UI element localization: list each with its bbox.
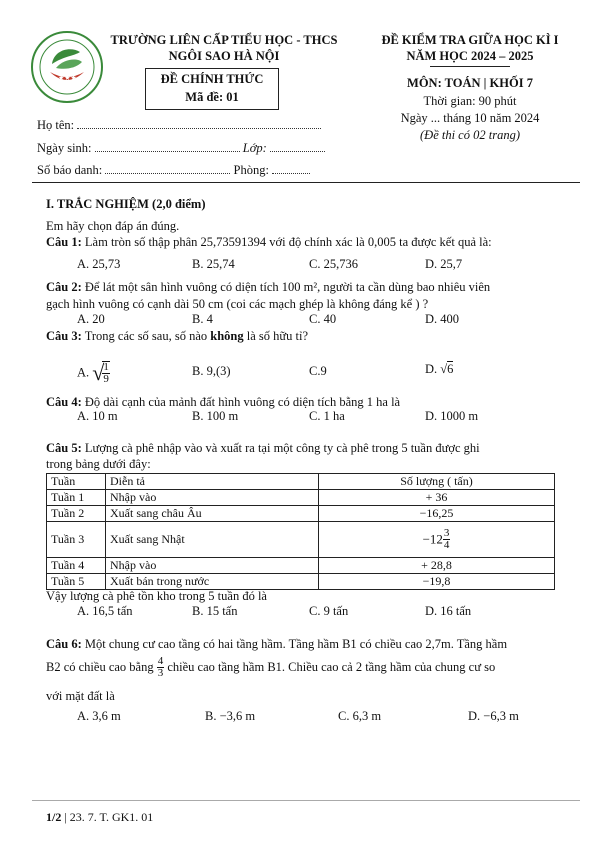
school-name-line1: TRƯỜNG LIÊN CẤP TIỂU HỌC - THCS bbox=[110, 33, 338, 47]
question-2 bbox=[46, 279, 586, 296]
instruction: Em hãy chọn đáp án đúng. bbox=[46, 219, 180, 233]
section-title: I. TRẮC NGHIỆM (2,0 điểm) bbox=[46, 197, 206, 211]
table-row bbox=[47, 490, 555, 506]
table-cell: Tuần 1 bbox=[47, 490, 106, 506]
school-logo bbox=[30, 30, 104, 104]
exam-title-line1: ĐỀ KIỂM TRA GIỮA HỌC KÌ I bbox=[381, 33, 559, 47]
q3-a-denominator: 9 bbox=[103, 373, 109, 385]
table-cell-mixed-number bbox=[319, 522, 555, 558]
q4-option-a[interactable]: A. 10 m bbox=[77, 409, 118, 423]
school-name-line2: NGÔI SAO HÀ NỘI bbox=[168, 49, 280, 63]
exam-code-footer: | 23. 7. T. GK1. 01 bbox=[61, 810, 154, 824]
question-3-label: Câu 3: bbox=[46, 329, 82, 343]
table-row bbox=[47, 558, 555, 574]
question-6-text-line2-post: chiều cao tầng hầm B1. Chiều cao cả 2 tầng hầm của chung cư so bbox=[167, 660, 496, 674]
q3-d-radicand: 6 bbox=[447, 362, 454, 376]
name-field[interactable] bbox=[37, 118, 321, 133]
q3-a-numerator: 1 bbox=[103, 361, 109, 373]
q2-option-d[interactable]: D. 400 bbox=[425, 312, 460, 326]
table-cell: Nhập vào bbox=[106, 558, 319, 574]
svg-text:★★★: ★★★ bbox=[58, 74, 77, 82]
pages-note: (Đề thi có 02 trang) bbox=[420, 128, 520, 142]
q4-option-b[interactable]: B. 100 m bbox=[192, 409, 239, 423]
q3-option-d[interactable] bbox=[425, 362, 453, 377]
question-6-text-line1: Một chung cư cao tầng có hai tầng hầm. Tầng hầm B1 có chiều cao 2,7m. Tầng hầm bbox=[84, 637, 508, 651]
q3-option-d-letter: D. bbox=[425, 362, 438, 376]
exam-code: Mã đề: 01 bbox=[185, 90, 239, 104]
header-divider bbox=[32, 182, 580, 183]
question-2-label: Câu 2: bbox=[46, 280, 82, 294]
sbd-field[interactable] bbox=[37, 163, 310, 178]
mixed-number-whole: −12 bbox=[422, 531, 443, 547]
q2-option-a[interactable]: A. 20 bbox=[77, 312, 105, 326]
room-blank[interactable] bbox=[272, 173, 310, 174]
footer bbox=[46, 810, 153, 825]
q5-option-a[interactable]: A. 16,5 tấn bbox=[77, 604, 133, 618]
question-6 bbox=[46, 636, 591, 653]
q6-option-c[interactable]: C. 6,3 m bbox=[338, 709, 382, 723]
question-6-text-line2-pre: B2 có chiều cao bằng bbox=[46, 660, 154, 674]
title-underline bbox=[430, 66, 510, 67]
mixed-number-denominator: 4 bbox=[443, 539, 450, 551]
q5-option-d[interactable]: D. 16 tấn bbox=[425, 604, 472, 618]
question-6-text-line3: với mặt đất là bbox=[46, 689, 115, 703]
table-cell: −19,8 bbox=[319, 574, 555, 590]
exam-date: Ngày ... tháng 10 năm 2024 bbox=[400, 111, 540, 125]
q4-option-d[interactable]: D. 1000 m bbox=[425, 409, 479, 423]
sqrt-symbol: √ bbox=[440, 362, 448, 376]
table-header-cell: Tuần bbox=[47, 474, 106, 490]
q1-option-c[interactable]: C. 25,736 bbox=[309, 257, 358, 271]
question-3 bbox=[46, 328, 586, 345]
mixed-number-numerator: 3 bbox=[443, 527, 450, 539]
question-1-text: Làm tròn số thập phân 25,73591394 với độ chính xác là 0,005 ta được kết quả là: bbox=[84, 235, 492, 249]
table-cell: Tuần 5 bbox=[47, 574, 106, 590]
q4-option-c[interactable]: C. 1 ha bbox=[309, 409, 345, 423]
table-cell: + 28,8 bbox=[319, 558, 555, 574]
q6-option-a[interactable]: A. 3,6 m bbox=[77, 709, 121, 723]
table-cell: Xuất sang Nhật bbox=[106, 522, 319, 558]
question-1-label: Câu 1: bbox=[46, 235, 82, 249]
question-2-text-line2: gạch hình vuông có cạnh dài 50 cm (coi các mạch ghép là không đáng kể ) ? bbox=[46, 297, 429, 311]
table-cell: Tuần 4 bbox=[47, 558, 106, 574]
q6-option-d[interactable]: D. −6,3 m bbox=[468, 709, 519, 723]
table-row bbox=[47, 522, 555, 558]
q3-option-a-letter: A. bbox=[77, 365, 90, 380]
table-row bbox=[47, 506, 555, 522]
question-5-text-line1: Lượng cà phê nhập vào và xuất ra tại một công ty cà phê trong 5 tuần được ghi bbox=[84, 441, 480, 455]
question-2-text-line1: Để lát một sân hình vuông có diện tích 100 m², người ta cần dùng bao nhiêu viên bbox=[84, 280, 491, 294]
table-cell: Nhập vào bbox=[106, 490, 319, 506]
name-label: Họ tên: bbox=[37, 118, 75, 132]
class-label: Lớp: bbox=[242, 141, 267, 155]
q2-option-c[interactable]: C. 40 bbox=[309, 312, 337, 326]
q3-a-fraction bbox=[102, 361, 110, 385]
dob-blank[interactable] bbox=[95, 151, 240, 152]
q5-option-b[interactable]: B. 15 tấn bbox=[192, 604, 238, 618]
exam-title-line2: NĂM HỌC 2024 – 2025 bbox=[406, 49, 534, 63]
room-label: Phòng: bbox=[233, 163, 269, 177]
table-cell: Tuần 2 bbox=[47, 506, 106, 522]
q6-numerator: 4 bbox=[157, 655, 164, 667]
question-5-label: Câu 5: bbox=[46, 441, 82, 455]
page-number: 1/2 bbox=[46, 810, 62, 824]
question-6-label: Câu 6: bbox=[46, 637, 82, 651]
q3-option-c[interactable]: C.9 bbox=[309, 364, 327, 378]
table-cell: + 36 bbox=[319, 490, 555, 506]
question-3-text-bold: không bbox=[210, 329, 244, 343]
footer-divider bbox=[32, 800, 580, 801]
question-5-text-line2: trong bảng dưới đây: bbox=[46, 457, 151, 471]
official-box bbox=[145, 68, 279, 110]
exam-duration: Thời gian: 90 phút bbox=[423, 94, 517, 108]
sqrt-symbol: √ bbox=[92, 360, 105, 385]
q6-option-b[interactable]: B. −3,6 m bbox=[205, 709, 256, 723]
table-cell: Xuất sang châu Âu bbox=[106, 506, 319, 522]
table-header-cell: Số lượng ( tấn) bbox=[319, 474, 555, 490]
question-5 bbox=[46, 440, 586, 457]
question-5-after: Vậy lượng cà phê tồn kho trong 5 tuần đó là bbox=[46, 589, 267, 603]
question-3-text-pre: Trong các số sau, số nào bbox=[84, 329, 211, 343]
q3-option-a[interactable] bbox=[77, 360, 110, 386]
table-cell: Xuất bán trong nước bbox=[106, 574, 319, 590]
table-header-row bbox=[47, 474, 555, 490]
coffee-table bbox=[46, 473, 555, 590]
q5-option-c[interactable]: C. 9 tấn bbox=[309, 604, 349, 618]
q1-option-a[interactable]: A. 25,73 bbox=[77, 257, 121, 271]
mixed-number-fraction bbox=[443, 528, 451, 551]
q6-fraction bbox=[157, 656, 165, 679]
table-header-cell: Diễn tả bbox=[106, 474, 319, 490]
q1-option-d[interactable]: D. 25,7 bbox=[425, 257, 463, 271]
name-blank[interactable] bbox=[77, 128, 321, 129]
question-4-text: Độ dài cạnh của mảnh đất hình vuông có diện tích bằng 1 ha là bbox=[84, 395, 401, 409]
official-label: ĐỀ CHÍNH THỨC bbox=[160, 72, 264, 86]
question-1 bbox=[46, 234, 586, 251]
dob-field[interactable] bbox=[37, 141, 325, 156]
q2-option-b[interactable]: B. 4 bbox=[192, 312, 213, 326]
sbd-blank[interactable] bbox=[105, 173, 230, 174]
question-3-text-post: là số hữu tỉ? bbox=[243, 329, 309, 343]
q1-option-b[interactable]: B. 25,74 bbox=[192, 257, 235, 271]
table-cell: −16,25 bbox=[319, 506, 555, 522]
q3-option-b[interactable]: B. 9,(3) bbox=[192, 364, 231, 378]
question-6-line2 bbox=[46, 656, 591, 679]
table-cell: Tuần 3 bbox=[47, 522, 106, 558]
dob-label: Ngày sinh: bbox=[37, 141, 92, 155]
q6-denominator: 3 bbox=[157, 667, 164, 679]
subject: MÔN: TOÁN | KHỐI 7 bbox=[407, 76, 533, 90]
question-4-label: Câu 4: bbox=[46, 395, 82, 409]
class-blank[interactable] bbox=[270, 151, 325, 152]
sbd-label: Số báo danh: bbox=[37, 163, 103, 177]
